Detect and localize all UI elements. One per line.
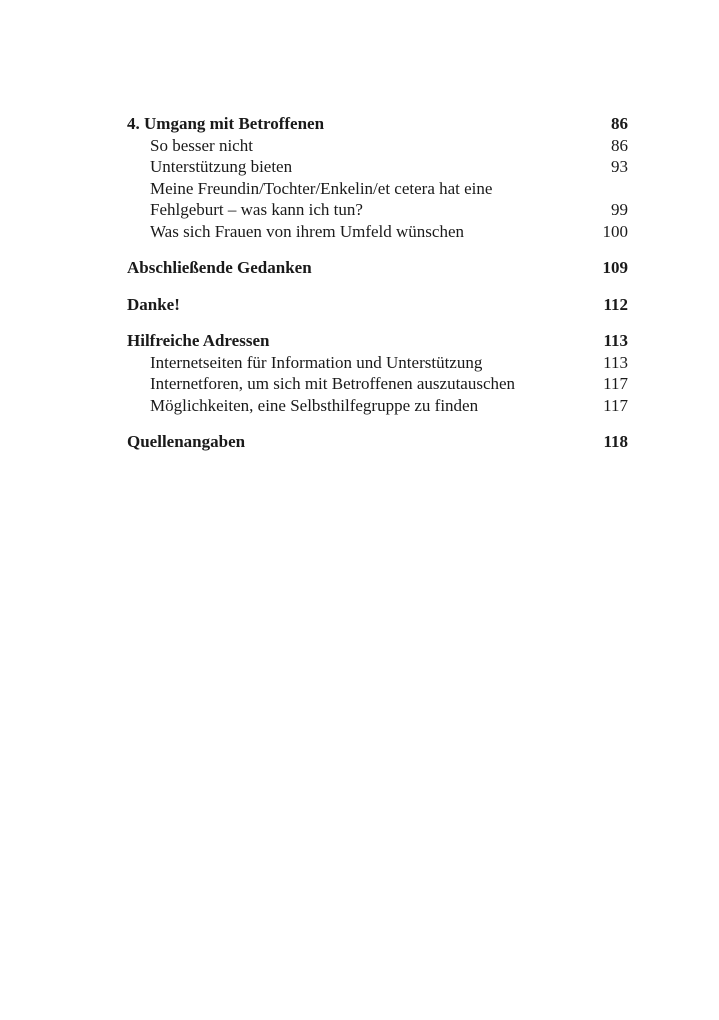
toc-chapter-row [127, 113, 628, 135]
toc-entry-row-line-2 [127, 199, 628, 221]
page-number: 86 [611, 135, 628, 155]
page-number: 113 [603, 331, 628, 350]
chapter-title: 4. Umgang mit Betroffenen [127, 114, 325, 133]
page-number: 118 [603, 432, 628, 451]
toc-entry-row [127, 135, 628, 157]
entry-title: Meine Freundin/Tochter/Enkelin/et cetera hat eine [150, 178, 493, 198]
page-number: 117 [603, 395, 628, 415]
toc-section [127, 431, 628, 453]
chapter-title: Quellenangaben [127, 432, 246, 451]
toc-section [127, 113, 628, 242]
toc-section [127, 257, 628, 279]
toc-chapter-row [127, 257, 628, 279]
entry-title: So besser nicht [150, 135, 253, 155]
table-of-contents [127, 113, 628, 453]
chapter-title: Danke! [127, 294, 180, 314]
toc-chapter-row [127, 431, 628, 453]
page-number: 100 [602, 221, 628, 241]
page-number: 99 [611, 200, 628, 219]
chapter-title: Hilfreiche Adressen [127, 331, 270, 350]
entry-title-continuation: Fehlgeburt – was kann ich tun? [150, 200, 363, 219]
toc-entry-row [127, 395, 628, 417]
toc-chapter-row [127, 294, 628, 316]
toc-entry-row [127, 352, 628, 374]
toc-entry-row [127, 221, 628, 243]
page-number: 93 [611, 157, 628, 176]
chapter-title: Abschließende Gedanken [127, 258, 312, 277]
toc-section [127, 330, 628, 416]
entry-title: Internetforen, um sich mit Betroffenen auszutauschen [150, 374, 516, 393]
toc-entry-row-line-1 [127, 178, 628, 200]
toc-chapter-row [127, 330, 628, 352]
toc-entry-row [127, 156, 628, 178]
entry-title: Möglichkeiten, eine Selbsthilfegruppe zu finden [150, 395, 479, 415]
page-number: 86 [611, 114, 628, 133]
page-number: 112 [603, 294, 628, 314]
page-number: 117 [603, 374, 628, 393]
page-number: 113 [603, 352, 628, 372]
toc-section [127, 294, 628, 316]
entry-title: Unterstützung bieten [150, 157, 293, 176]
entry-title: Internetseiten für Information und Unterstützung [150, 352, 483, 372]
page-number: 109 [602, 258, 628, 277]
toc-entry-row [127, 373, 628, 395]
entry-title: Was sich Frauen von ihrem Umfeld wünschen [150, 221, 465, 241]
